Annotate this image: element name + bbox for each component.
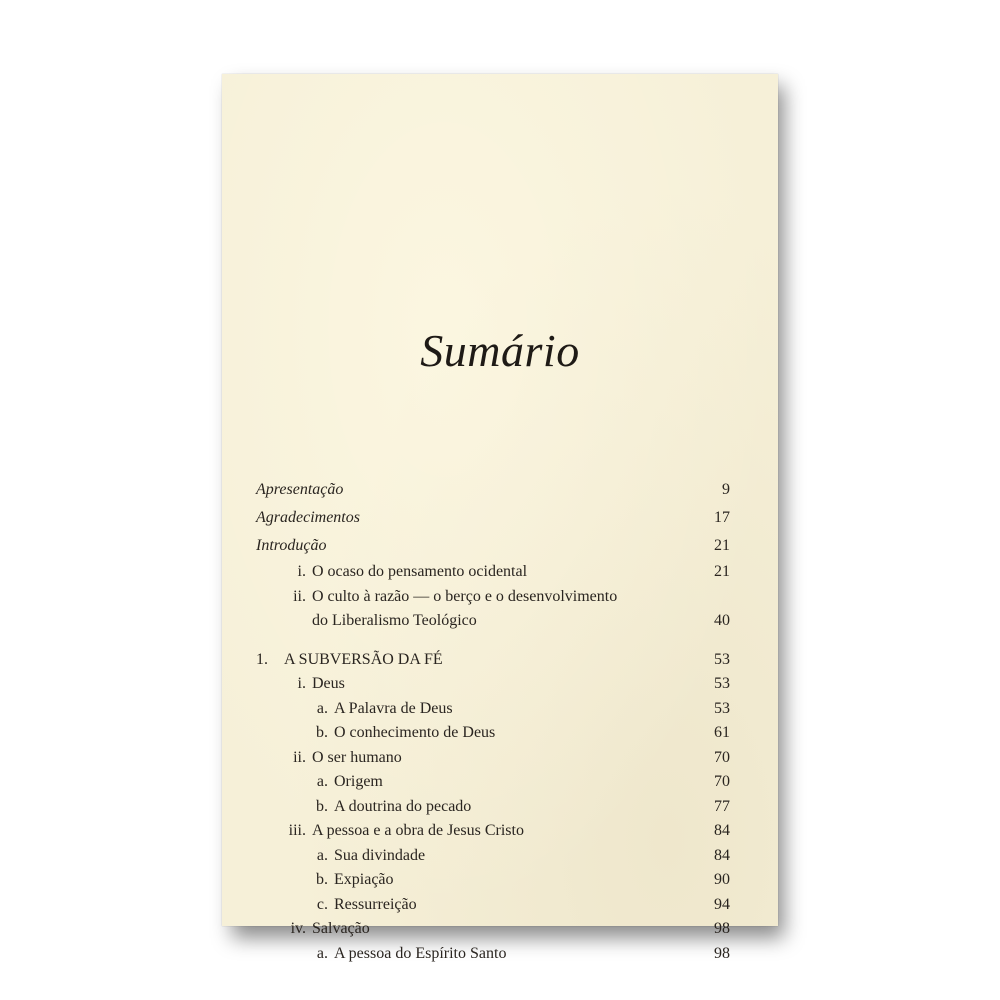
toc-entry <box>256 672 345 697</box>
toc-entry <box>256 868 394 893</box>
toc-page-number: 21 <box>714 563 730 580</box>
toc-row-section <box>256 672 730 697</box>
toc-row-agradecimentos <box>256 504 730 532</box>
toc-entry-number: ii. <box>293 587 306 605</box>
toc-entry-label-multiline <box>306 585 617 634</box>
toc-page-number: 84 <box>714 822 730 839</box>
toc-entry <box>256 893 417 918</box>
toc-entry-label: A SUBVERSÃO DA FÉ <box>284 650 443 668</box>
toc-page-number: 70 <box>714 748 730 766</box>
toc-entry <box>256 560 527 585</box>
toc-row-intro-i <box>256 560 730 585</box>
toc-row-section <box>256 819 730 844</box>
toc-page-number: 84 <box>714 846 730 864</box>
toc-page-number: 70 <box>714 773 730 790</box>
book-page <box>222 74 778 962</box>
toc-row-subsection <box>256 868 730 893</box>
toc-entry-number: c. <box>316 895 328 913</box>
toc-page-number: 9 <box>722 481 730 498</box>
toc-entry-number: i. <box>297 563 306 580</box>
toc-row-chapter-1 <box>256 648 730 673</box>
toc-entry <box>256 697 453 722</box>
toc-entry-number: b. <box>316 797 328 815</box>
toc-entry <box>256 942 506 967</box>
toc-entry-label: O conhecimento de Deus <box>334 724 496 741</box>
toc-page-number: 21 <box>714 537 730 554</box>
toc-page-number: 53 <box>714 699 730 717</box>
toc-entry <box>256 819 524 844</box>
toc-entry <box>256 721 495 746</box>
toc-entry <box>256 648 443 673</box>
toc-entry-label-line2: do Liberalismo Teológico <box>312 612 477 629</box>
page-title: Sumário <box>420 325 580 376</box>
toc-entry-label: Apresentação <box>256 481 344 498</box>
toc-page-number: 53 <box>714 675 730 692</box>
toc-row-section <box>256 746 730 771</box>
toc-entry-label-line1: O culto à razão — o berço e o desenvolvimento <box>312 587 618 605</box>
toc-entry-number: i. <box>297 675 306 692</box>
toc-entry-label: A Palavra de Deus <box>334 699 453 717</box>
toc-entry-number: b. <box>316 871 328 888</box>
toc-entry-number: a. <box>316 944 328 962</box>
toc-entry-label: Ressurreição <box>334 895 417 913</box>
toc-entry-label: Salvação <box>312 920 370 937</box>
toc-entry-number: a. <box>316 846 328 864</box>
toc-row-subsection <box>256 893 730 918</box>
toc-entry-number: a. <box>316 773 328 790</box>
toc-entry <box>256 770 383 795</box>
toc-row-subsection <box>256 697 730 722</box>
toc-page-number: 90 <box>714 871 730 888</box>
toc-entry <box>256 844 425 869</box>
toc-row-subsection <box>256 770 730 795</box>
toc-page-number: 40 <box>714 612 730 629</box>
toc-entry-label: A pessoa do Espírito Santo <box>334 944 507 962</box>
table-of-contents <box>256 476 730 966</box>
toc-entry-label: Agradecimentos <box>256 509 360 526</box>
toc-entry-label: A doutrina do pecado <box>334 797 472 815</box>
toc-entry-label: Sua divindade <box>334 846 426 864</box>
toc-entry <box>256 746 402 771</box>
toc-entry <box>256 917 370 942</box>
toc-row-section <box>256 917 730 942</box>
toc-entry-number: b. <box>316 724 328 741</box>
toc-page-number: 77 <box>714 797 730 815</box>
toc-row-introducao <box>256 532 730 560</box>
toc-entry-label: Deus <box>312 675 345 692</box>
toc-row-subsection <box>256 844 730 869</box>
toc-entry-number: 1. <box>256 650 268 668</box>
toc-entry-number: ii. <box>293 748 306 766</box>
toc-row-subsection <box>256 721 730 746</box>
toc-entry-label: Origem <box>334 773 383 790</box>
toc-entry-label: O ser humano <box>312 748 402 766</box>
toc-entry-label: O ocaso do pensamento ocidental <box>312 563 528 580</box>
toc-entry <box>256 585 617 634</box>
toc-row-subsection <box>256 942 730 967</box>
toc-entry-label: Expiação <box>334 871 394 888</box>
toc-row-subsection <box>256 795 730 820</box>
toc-entry-number: iv. <box>290 920 306 937</box>
toc-row-apresentacao <box>256 476 730 504</box>
toc-row-intro-ii <box>256 585 730 634</box>
toc-page-number: 98 <box>714 944 730 962</box>
toc-entry-number: a. <box>316 699 328 717</box>
toc-page-number: 53 <box>714 650 730 668</box>
toc-entry-label: A pessoa e a obra de Jesus Cristo <box>312 822 524 839</box>
toc-entry <box>256 795 471 820</box>
toc-entry-number: iii. <box>288 822 306 839</box>
toc-page-number: 98 <box>714 920 730 937</box>
toc-page-number: 61 <box>714 724 730 741</box>
toc-entry-label: Introdução <box>256 537 327 554</box>
toc-page-number: 17 <box>714 509 730 526</box>
toc-page-number: 94 <box>714 895 730 913</box>
